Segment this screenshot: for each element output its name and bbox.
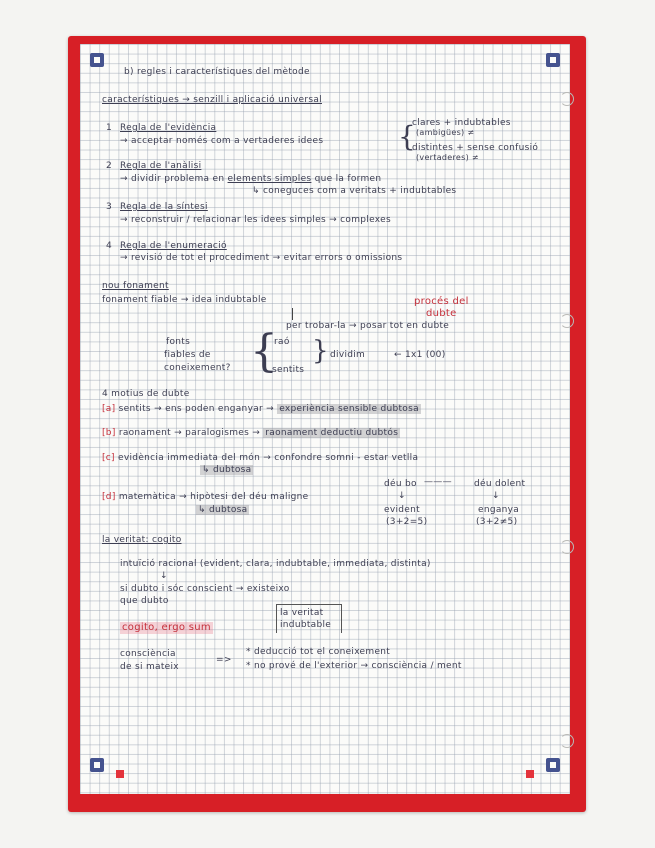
- veritat-title: la veritat: cogito: [102, 535, 182, 545]
- consciousness-1: consciència: [120, 649, 176, 659]
- divide-formula: ← 1x1 (00): [394, 350, 446, 360]
- divide-brace: }: [312, 336, 329, 366]
- motive-b-label: [b]: [102, 428, 116, 438]
- nou-fonament-line: fonament fiable → idea indubtable: [102, 295, 267, 305]
- doubt-process-title-1: procés del: [414, 296, 469, 307]
- motive-d-label: [d]: [102, 492, 116, 502]
- veritat-que-dubto: que dubto: [120, 596, 169, 606]
- corner-marker-top-right: [546, 53, 560, 67]
- truth-box-line-1: la veritat: [280, 608, 324, 618]
- sources-line-1: fonts: [166, 337, 191, 347]
- motive-c-text: evidència immediata del món → confondre somni - estar vetlla: [118, 453, 419, 463]
- rule-1-branch-bottom-note: (vertaderes) ≠: [416, 153, 479, 162]
- doubt-process-title-2: dubte: [426, 308, 457, 319]
- result-2: * no prové de l'exterior → consciència / ment: [246, 661, 462, 671]
- section-title: b) regles i característiques del mètode: [124, 67, 310, 77]
- god-good-arrow: ↓: [398, 491, 406, 501]
- rule-2-number: 2: [106, 161, 113, 171]
- divide-label: dividim: [330, 350, 366, 360]
- rule-1-brace: {: [398, 120, 416, 153]
- implies-arrow: =>: [216, 655, 232, 665]
- motive-c: [102, 452, 418, 464]
- rule-1-branch-bottom: distintes + sense confusió: [412, 143, 539, 153]
- sources-brace: {: [250, 326, 278, 377]
- god-bad: déu dolent: [474, 479, 526, 489]
- sources-line-3: coneixement?: [164, 363, 231, 373]
- motives-title: 4 motius de dubte: [102, 389, 190, 399]
- truth-box-line-2: indubtable: [280, 620, 332, 630]
- binder-hole-2: [560, 314, 574, 328]
- rule-4-title: Regla de l'enumeració: [120, 241, 227, 251]
- god-bad-arrow: ↓: [492, 491, 500, 501]
- corner-marker-top-left: [90, 53, 104, 67]
- motive-d-text: matemàtica → hipòtesi del déu maligne: [118, 492, 309, 502]
- rule-2-text-start: → dividir problema en: [120, 174, 225, 184]
- motive-a-highlight: experiència sensible dubtosa: [279, 404, 419, 414]
- motive-b: [102, 427, 400, 439]
- consciousness-2: de si mateix: [120, 662, 179, 672]
- rule-1-text: → acceptar només com a vertaderes idees: [120, 136, 324, 146]
- motive-b-text: raonament → paralogismes →: [118, 428, 261, 438]
- motive-d-sub-text: ↳ dubtosa: [198, 505, 248, 515]
- veritat-intuition: intuïció racional (evident, clara, indubtable, immediata, distinta): [120, 559, 431, 569]
- enganya-equation: (3+2≠5): [476, 517, 518, 527]
- corner-marker-bottom-left: [90, 758, 104, 772]
- enganya-label: enganya: [478, 505, 520, 515]
- motive-c-sub-text: ↳ dubtosa: [202, 465, 252, 475]
- motive-a-text: sentits → ens poden enganyar →: [118, 404, 275, 414]
- rule-3-title: Regla de la síntesi: [120, 202, 208, 212]
- reason-label: raó: [274, 337, 290, 347]
- sources-line-2: fiables de: [164, 350, 211, 360]
- doubt-arrow-line: [292, 308, 293, 320]
- veritat-dubto: si dubto i sóc conscient → existeixo: [120, 584, 290, 594]
- motive-d-sub: [196, 504, 249, 516]
- rule-2-text-end: que la formen: [314, 174, 382, 184]
- god-good: déu bo: [384, 479, 417, 489]
- evident-label: evident: [384, 505, 420, 515]
- motive-b-highlight: raonament deductiu dubtós: [265, 428, 399, 438]
- motive-d: [102, 491, 309, 503]
- god-line: ———: [424, 477, 452, 487]
- rule-2-emphasis: elements simples: [227, 174, 312, 184]
- rule-1-branch-top: clares + indubtables: [412, 118, 511, 128]
- senses-label: sentits: [272, 365, 305, 375]
- cogito-phrase: cogito, ergo sum: [122, 622, 211, 633]
- rule-1-number: 1: [106, 123, 113, 133]
- rule-3-text: → reconstruir / relacionar les idees simples → complexes: [120, 215, 391, 225]
- motive-c-sub: [200, 464, 253, 476]
- rule-4-text: → revisió de tot el procediment → evitar errors o omissions: [120, 253, 403, 263]
- veritat-arrow: ↓: [160, 571, 168, 581]
- notebook-sheet: [68, 36, 586, 812]
- rule-1-title: Regla de l'evidència: [120, 123, 217, 133]
- rule-2-sub: ↳ coneguces com a veritats + indubtables: [252, 186, 457, 196]
- nou-fonament-title: nou fonament: [102, 281, 169, 291]
- motive-c-label: [c]: [102, 453, 115, 463]
- evident-equation: (3+2=5): [386, 517, 428, 527]
- grid-paper: [80, 44, 570, 794]
- red-square-right: [526, 770, 534, 778]
- binder-hole-4: [560, 734, 574, 748]
- doubt-method: per trobar-la → posar tot en dubte: [286, 321, 450, 331]
- rule-4-number: 4: [106, 241, 113, 251]
- red-square-left: [116, 770, 124, 778]
- rule-1-branch-top-note: (ambigües) ≠: [416, 128, 475, 137]
- binder-hole-3: [560, 540, 574, 554]
- characteristics-line: característiques → senzill i aplicació universal: [102, 95, 322, 105]
- corner-marker-bottom-right: [546, 758, 560, 772]
- result-1: * deducció tot el coneixement: [246, 647, 391, 657]
- rule-3-number: 3: [106, 202, 113, 212]
- binder-hole-1: [560, 92, 574, 106]
- rule-2-text: [120, 173, 381, 185]
- motive-a: [102, 403, 421, 415]
- motive-a-label: [a]: [102, 404, 116, 414]
- rule-2-title: Regla de l'anàlisi: [120, 161, 202, 171]
